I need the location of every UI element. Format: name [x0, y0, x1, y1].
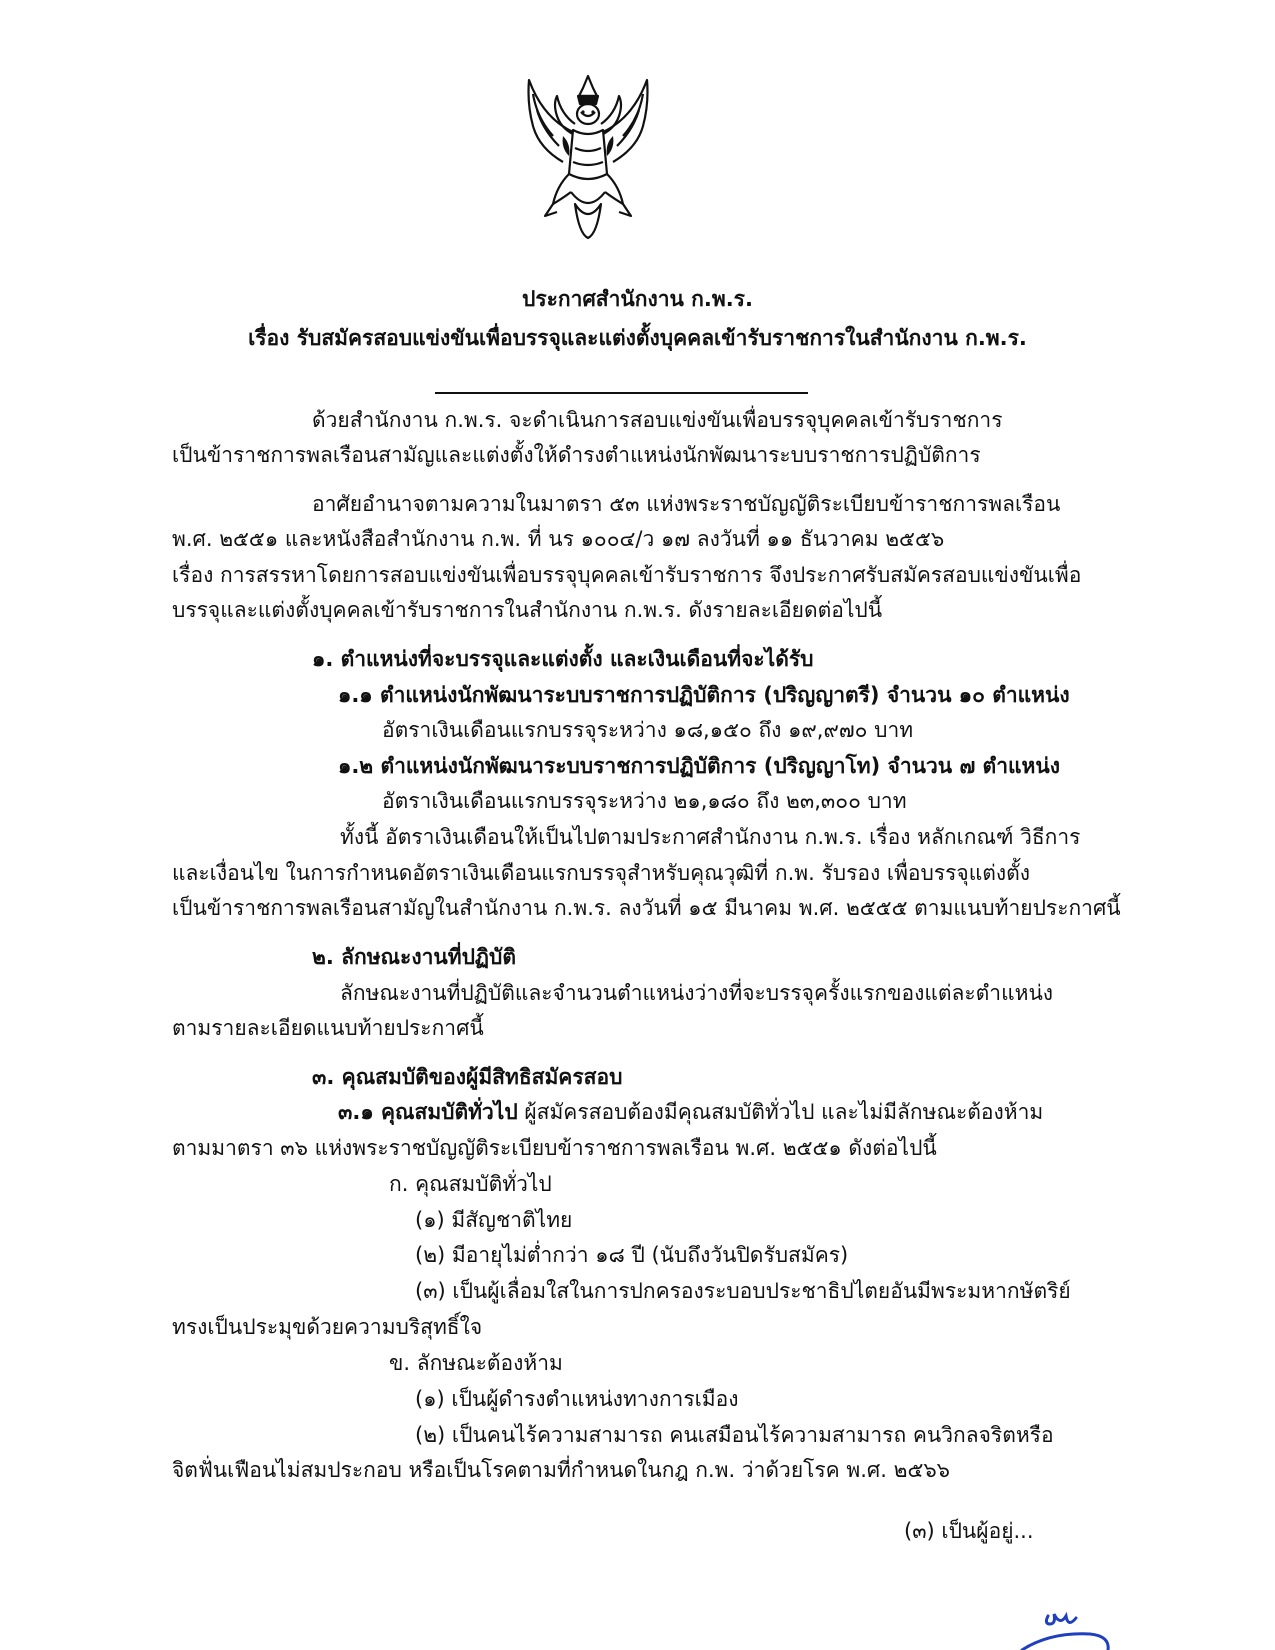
- prohibition-item-1: (๑) เป็นผู้ดำรงตำแหน่งทางการเมือง: [415, 1387, 739, 1411]
- continuation-note: (๓) เป็นผู้อยู่...: [904, 1519, 1034, 1543]
- section-2-line-2: ตามรายละเอียดแนบท้ายประกาศนี้: [172, 1016, 484, 1040]
- section-1-2-title: ๑.๒ ตำแหน่งนักพัฒนาระบบราชการปฏิบัติการ (ปริญญาโท) จำนวน ๗ ตำแหน่ง: [338, 754, 1060, 778]
- prohibition-item-2-line-2: จิตฟั่นเฟือนไม่สมประกอบ หรือเป็นโรคตามที่กำหนดในกฎ ก.พ. ว่าด้วยโรค พ.ศ. ๒๕๖๖: [172, 1458, 951, 1482]
- prohibitions-heading: ข. ลักษณะต้องห้าม: [389, 1351, 563, 1375]
- qualifications-heading: ก. คุณสมบัติทั่วไป: [389, 1172, 552, 1196]
- garuda-emblem-icon: [523, 74, 653, 240]
- section-2-heading: ๒. ลักษณะงานที่ปฏิบัติ: [312, 945, 516, 969]
- section-3-heading: ๓. คุณสมบัติของผู้มีสิทธิสมัครสอบ: [312, 1065, 623, 1089]
- announcement-title: ประกาศสำนักงาน ก.พ.ร.: [522, 287, 753, 311]
- intro-paragraph-2-line-3: เรื่อง การสรรหาโดยการสอบแข่งขันเพื่อบรรจุบุคคลเข้ารับราชการ จึงประกาศรับสมัครสอบแข่งขันเพื่อ: [172, 563, 1082, 587]
- section-3-1-line-1: [338, 1097, 1043, 1127]
- intro-paragraph-1-line-2: เป็นข้าราชการพลเรือนสามัญและแต่งตั้งให้ดำรงตำแหน่งนักพัฒนาระบบราชการปฏิบัติการ: [172, 443, 981, 467]
- intro-paragraph-1-line-1: ด้วยสำนักงาน ก.พ.ร. จะดำเนินการสอบแข่งขันเพื่อบรรจุบุคคลเข้ารับราชการ: [312, 408, 1003, 432]
- qualification-item-3-line-1: (๓) เป็นผู้เลื่อมใสในการปกครองระบอบประชาธิปไตยอันมีพระมหากษัตริย์: [415, 1279, 1071, 1303]
- section-3-1-title: ๓.๑ คุณสมบัติทั่วไป: [338, 1100, 518, 1124]
- section-1-1-title: ๑.๑ ตำแหน่งนักพัฒนาระบบราชการปฏิบัติการ (ปริญญาตรี) จำนวน ๑๐ ตำแหน่ง: [338, 683, 1070, 707]
- section-1-note-line-2: และเงื่อนไข ในการกำหนดอัตราเงินเดือนแรกบรรจุสำหรับคุณวุฒิที่ ก.พ. รับรอง เพื่อบรรจุแต่งตั้ง: [172, 861, 1031, 885]
- prohibition-item-2-line-1: (๒) เป็นคนไร้ความสามารถ คนเสมือนไร้ความสามารถ คนวิกลจริตหรือ: [415, 1423, 1054, 1447]
- section-1-1-salary: อัตราเงินเดือนแรกบรรจุระหว่าง ๑๘,๑๕๐ ถึง ๑๙,๙๗๐ บาท: [382, 718, 914, 742]
- section-1-note-line-1: ทั้งนี้ อัตราเงินเดือนให้เป็นไปตามประกาศสำนักงาน ก.พ.ร. เรื่อง หลักเกณฑ์ วิธีการ: [340, 825, 1081, 849]
- section-3-1-line-2: ตามมาตรา ๓๖ แห่งพระราชบัญญัติระเบียบข้าราชการพลเรือน พ.ศ. ๒๕๕๑ ดังต่อไปนี้: [172, 1136, 937, 1160]
- section-1-note-line-3: เป็นข้าราชการพลเรือนสามัญในสำนักงาน ก.พ.ร. ลงวันที่ ๑๕ มีนาคม พ.ศ. ๒๕๕๕ ตามแนบท้ายประกาศนี้: [172, 896, 1121, 920]
- section-2-line-1: ลักษณะงานที่ปฏิบัติและจำนวนตำแหน่งว่างที่จะบรรจุครั้งแรกของแต่ละตำแหน่ง: [340, 981, 1054, 1005]
- signature-initials-icon: [1020, 1610, 1110, 1650]
- intro-paragraph-2-line-1: อาศัยอำนาจตามความในมาตรา ๕๓ แห่งพระราชบัญญัติระเบียบข้าราชการพลเรือน: [312, 492, 1061, 516]
- header-divider: [435, 392, 808, 394]
- intro-paragraph-2-line-2: พ.ศ. ๒๕๕๑ และหนังสือสำนักงาน ก.พ. ที่ นร ๑๐๐๔/ว ๑๗ ลงวันที่ ๑๑ ธันวาคม ๒๕๕๖: [172, 527, 945, 551]
- qualification-item-2: (๒) มีอายุไม่ต่ำกว่า ๑๘ ปี (นับถึงวันปิดรับสมัคร): [415, 1243, 849, 1267]
- qualification-item-3-line-2: ทรงเป็นประมุขด้วยความบริสุทธิ์ใจ: [172, 1315, 483, 1339]
- section-3-1-text: ผู้สมัครสอบต้องมีคุณสมบัติทั่วไป และไม่มีลักษณะต้องห้าม: [517, 1100, 1044, 1124]
- section-1-2-salary: อัตราเงินเดือนแรกบรรจุระหว่าง ๒๑,๑๘๐ ถึง ๒๓,๓๐๐ บาท: [382, 789, 907, 813]
- qualification-item-1: (๑) มีสัญชาติไทย: [415, 1208, 573, 1232]
- intro-paragraph-2-line-4: บรรจุและแต่งตั้งบุคคลเข้ารับราชการในสำนักงาน ก.พ.ร. ดังรายละเอียดต่อไปนี้: [172, 598, 883, 622]
- announcement-subject: เรื่อง รับสมัครสอบแข่งขันเพื่อบรรจุและแต่งตั้งบุคคลเข้ารับราชการในสำนักงาน ก.พ.ร.: [248, 326, 1027, 350]
- section-1-heading: ๑. ตำแหน่งที่จะบรรจุและแต่งตั้ง และเงินเดือนที่จะได้รับ: [312, 647, 814, 671]
